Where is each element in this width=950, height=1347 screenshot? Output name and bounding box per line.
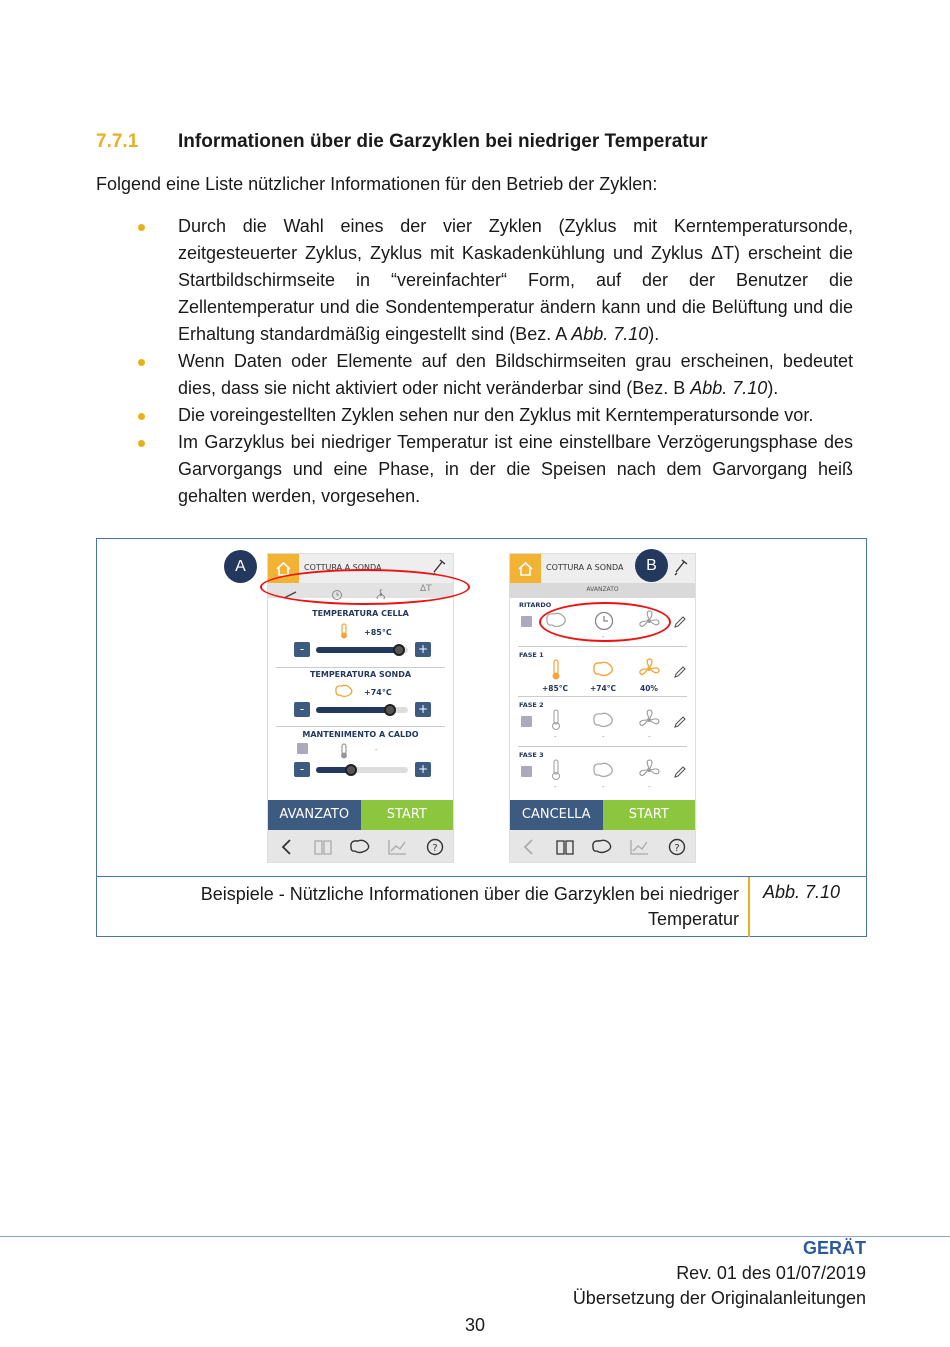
row-label-phase3: FASE 3 (519, 751, 544, 759)
start-button[interactable]: START (603, 800, 696, 830)
edit-icon[interactable] (673, 764, 687, 783)
book-icon[interactable] (312, 837, 334, 861)
meat-icon[interactable] (590, 710, 616, 734)
footer-revision: Rev. 01 des 01/07/2019 (676, 1263, 866, 1283)
phase2-value-3: - (648, 733, 651, 741)
action-bar (268, 800, 453, 830)
book-icon[interactable] (554, 837, 576, 861)
footer-divider (0, 1236, 950, 1237)
hold-plus-button[interactable]: + (415, 762, 431, 777)
slider-knob (384, 704, 396, 716)
back-icon[interactable] (280, 837, 294, 861)
highlight-ring-b (539, 602, 671, 642)
tab-delta-t[interactable]: ΔT (420, 584, 432, 594)
highlight-ring-a (260, 569, 470, 605)
thermometer-icon (339, 743, 349, 763)
probe-minus-button[interactable]: - (294, 702, 310, 717)
hold-checkbox[interactable] (297, 743, 308, 754)
delay-value-2: - (602, 633, 605, 641)
cell-temperature-slider[interactable] (316, 647, 408, 653)
list-item: Im Garzyklus bei niedriger Temperatur ist eine einstellbare Verzögerungsphase des Garvorgangs und eine Phase, in der die Speisen nach dem Garvorgang heiß gehalten werden, vorgesehen. (136, 429, 853, 510)
screen-b (509, 553, 696, 863)
probe-temperature-slider[interactable] (316, 707, 408, 713)
probe-icon (673, 558, 689, 580)
help-icon[interactable] (667, 837, 687, 861)
divider (276, 726, 445, 727)
cell-minus-button[interactable]: - (294, 642, 310, 657)
caption-separator (748, 877, 750, 937)
edit-icon[interactable] (673, 614, 687, 633)
list-item: Die voreingestellten Zyklen sehen nur den Zyklus mit Kerntemperatursonde vor. (136, 402, 853, 429)
thermometer-icon[interactable] (550, 759, 562, 785)
divider (518, 646, 687, 647)
meat-icon[interactable] (590, 760, 616, 784)
home-icon[interactable] (510, 554, 541, 583)
svg-text:?: ? (432, 843, 438, 854)
phase2-checkbox[interactable] (521, 716, 532, 727)
intro-text: Folgend eine Liste nützlicher Informationen für den Betrieb der Zyklen: (96, 174, 658, 194)
row-label-phase1: FASE 1 (519, 651, 544, 659)
phase1-probe-value: +74°C (590, 684, 616, 693)
caption-divider (97, 876, 866, 877)
figure-caption: Beispiele - Nützliche Informationen über die Garzyklen bei niedriger Temperatur (200, 884, 739, 929)
phase2-value-2: - (602, 733, 605, 741)
section-title: Informationen über die Garzyklen bei niedriger Temperatur (178, 131, 708, 152)
svg-text:?: ? (674, 843, 680, 854)
thermometer-icon (339, 623, 349, 643)
section-number: 7.7.1 (96, 131, 139, 152)
hold-value: - (375, 746, 378, 754)
fan-icon[interactable] (637, 758, 661, 786)
recipe-icon[interactable] (348, 837, 372, 861)
program-title: COTTURA A SONDA (304, 563, 382, 572)
meat-icon[interactable] (590, 659, 616, 683)
thermometer-icon[interactable] (550, 709, 562, 735)
row-label-phase2: FASE 2 (519, 701, 544, 709)
list-item: Durch die Wahl eines der vier Zyklen (Zyklus mit Kerntemperatursonde, zeitgesteuerter Zyklus, Zyklus mit Kaskadenkühlung und Zyklus ΔT) erscheint die Startbildschirmseite in “vereinfachter“ Form, auf der der Benutzer die Zellentemperatur und die Sondentemperatur ändern kann und die Belüftung und die Erhaltung standardmäßig eingestellt sind (Bez. A Abb. 7.10). (136, 213, 853, 348)
program-title: COTTURA A SONDA (546, 563, 624, 572)
hold-slider[interactable] (316, 767, 408, 773)
hold-minus-button[interactable]: - (294, 762, 310, 777)
divider (518, 746, 687, 747)
help-icon[interactable] (425, 837, 445, 861)
fan-icon[interactable] (637, 708, 661, 736)
probe-temperature-value: +74°C (364, 688, 392, 697)
phase3-checkbox[interactable] (521, 766, 532, 777)
bottom-nav (268, 830, 453, 863)
edit-icon[interactable] (673, 664, 687, 683)
cell-plus-button[interactable]: + (415, 642, 431, 657)
phase3-value-3: - (648, 783, 651, 791)
slider-knob (393, 644, 405, 656)
callout-badge-b: B (635, 549, 668, 582)
probe-temperature-label: TEMPERATURA SONDA (309, 670, 412, 679)
action-bar (510, 800, 695, 830)
figure-label: Abb. 7.10 (763, 882, 841, 902)
delay-checkbox[interactable] (521, 616, 532, 627)
chart-icon[interactable] (386, 837, 408, 861)
cell-temperature-value: +85°C (364, 628, 392, 637)
footer-translation: Übersetzung der Originalanleitungen (572, 1288, 866, 1308)
section-heading (96, 131, 708, 153)
probe-plus-button[interactable]: + (415, 702, 431, 717)
phase2-value-1: - (554, 733, 557, 741)
thermometer-icon[interactable] (550, 659, 562, 685)
page-number: 30 (464, 1315, 486, 1335)
cancel-button[interactable]: CANCELLA (510, 800, 603, 830)
divider (518, 696, 687, 697)
list-item: Wenn Daten oder Elemente auf den Bildschirmseiten grau erscheinen, bedeutet dies, dass sie nicht aktiviert oder nicht veränderbar sind (Bez. B Abb. 7.10). (136, 348, 853, 402)
callout-badge-a: A (224, 550, 257, 583)
delay-value-1: - (554, 633, 557, 641)
fan-icon[interactable] (637, 657, 661, 685)
footer-category: GERÄT (803, 1238, 866, 1258)
delay-value-3: - (648, 633, 651, 641)
hold-warm-label: MANTENIMENTO A CALDO (302, 730, 419, 739)
edit-icon[interactable] (673, 714, 687, 733)
phase1-cell-value: +85°C (542, 684, 568, 693)
divider (276, 667, 445, 668)
start-button[interactable]: START (361, 800, 454, 830)
advanced-button[interactable]: AVANZATO (268, 800, 361, 830)
meat-icon (333, 683, 355, 703)
bottom-nav (510, 830, 695, 863)
slider-knob (345, 764, 357, 776)
bullet-list (136, 213, 853, 510)
back-icon[interactable] (522, 837, 536, 861)
recipe-icon[interactable] (590, 837, 614, 861)
figure-box (96, 538, 867, 937)
figure-reference: Abb. 7.10 (690, 378, 768, 398)
chart-icon[interactable] (628, 837, 650, 861)
advanced-title: AVANZATO (586, 586, 619, 593)
phase3-value-1: - (554, 783, 557, 791)
row-label-delay: RITARDO (519, 601, 552, 609)
figure-reference: Abb. 7.10 (571, 324, 649, 344)
cell-temperature-label: TEMPERATURA CELLA (312, 609, 409, 618)
sub-header (510, 583, 695, 598)
phase1-fan-value: 40% (640, 684, 658, 693)
phase3-value-2: - (602, 783, 605, 791)
